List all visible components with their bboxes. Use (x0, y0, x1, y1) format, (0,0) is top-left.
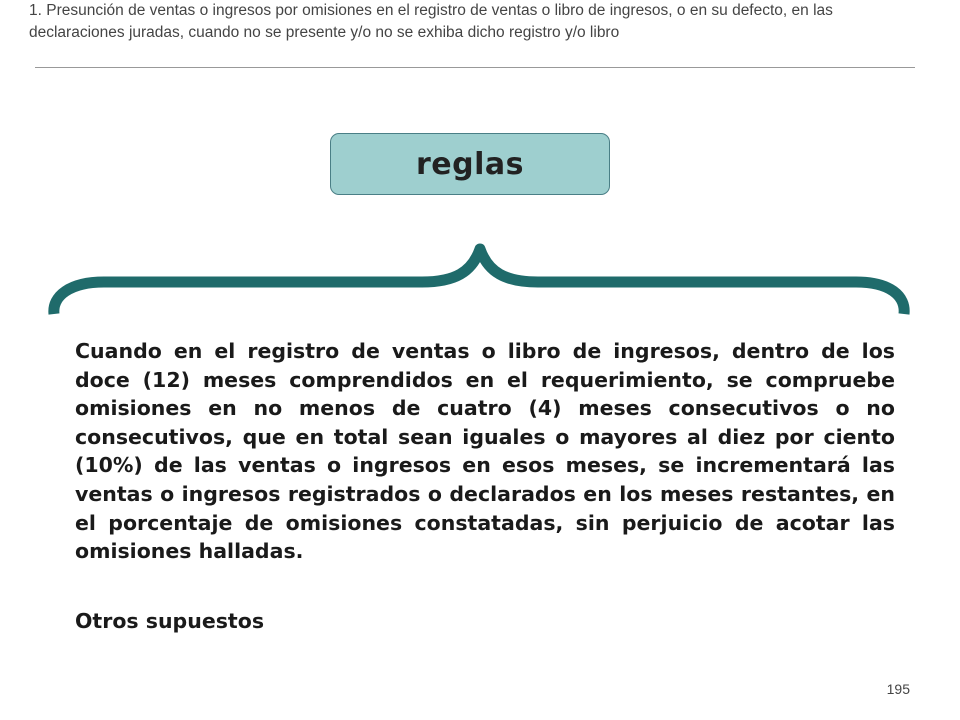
rules-box: reglas (330, 133, 610, 195)
slide-header-title: 1. Presunción de ventas o ingresos por omisiones en el registro de ventas o libro de ingresos, o en su defecto, en las declaraciones juradas, cuando no se presente y/o no se exhiba dicho registro y/o libro (29, 2, 833, 41)
header-divider (35, 67, 915, 68)
page-number: 195 (886, 681, 910, 697)
curly-brace-path (54, 249, 904, 314)
rule-paragraph: Cuando en el registro de ventas o libro de ingresos, dentro de los doce (12) meses comprendidos en el requerimiento, se compruebe omisiones en no menos de cuatro (4) meses consecutivos o no consecutivos, que en total sean iguales o mayores al diez por ciento (10%) de las ventas o ingresos en esos meses, se incrementará las ventas o ingresos registrados o declarados en los meses restantes, en el porcentaje de omisiones constatadas, sin perjuicio de acotar las omisiones halladas. (75, 339, 895, 564)
other-cases-subheading: Otros supuestos (75, 609, 265, 633)
